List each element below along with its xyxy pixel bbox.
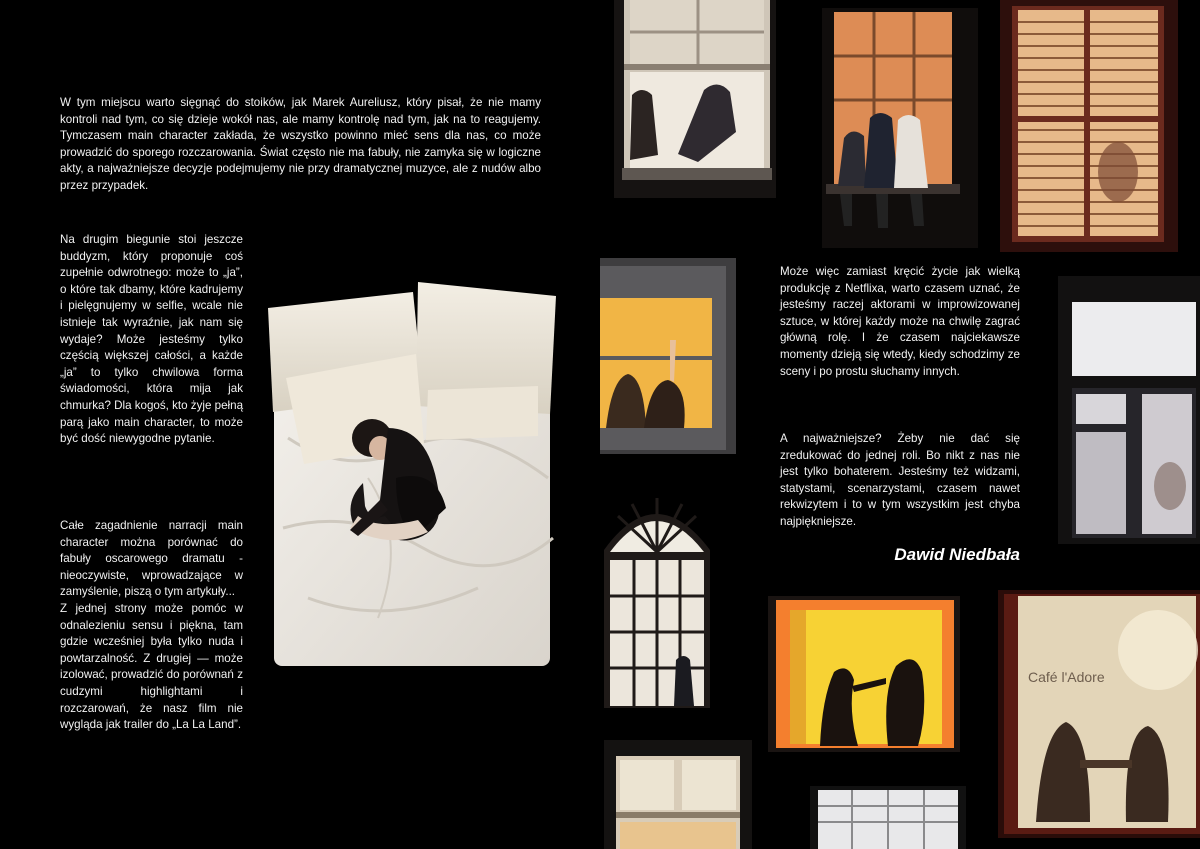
- woman-on-bed-photo: [268, 278, 563, 668]
- window-photo-arched: [598, 480, 716, 712]
- window-photo-blinds: [1000, 0, 1178, 252]
- paragraph-narration-b: Z jednej strony może pomóc w odnalezieniu sensu i piękna, tam gdzie wcześniej była tylko nuda i powtarzalność. Z drugiej — może izolować, prowadzić do porównań z cudzymi highlightami i rozczarowań, że nasz film nie wygląda jak trailer do „La La Land”.: [60, 601, 243, 732]
- window-photo-bottom-left: [604, 740, 752, 849]
- window-photo-cafe: [998, 590, 1200, 838]
- cafe-sign-text: Café l'Adore: [1028, 669, 1105, 685]
- window-photo-bottom-middle: [810, 786, 966, 849]
- paragraph-stoics: W tym miejscu warto sięgnąć do stoików, jak Marek Aureliusz, który pisał, że nie mamy kontroli nad tym, co się dzieje wokół nas, ale mamy kontrolę nad tym, jak na to reagujemy. Tymczasem main character zakłada, że wszystko powinno mieć sens dla nas, co może prowadzić do sporego rozczarowania. Świat często nie ma fabuły, nie zamyka się w logiczne akty, a najważniejsze decyzje podejmujemy nie przy dramatycznej muzyce, ale z nudów albo przez przypadek.: [60, 96, 541, 192]
- paragraph-improvisation: Może więc zamiast kręcić życie jak wielką produkcję z Netflixa, warto czasem uznać, że jesteśmy raczej aktorami w improwizowanej sztuce, w której każdy może na chwilę zagrać główną rolę. I że czasem najciekawsze momenty dzieją się wtedy, kiedy schodzimy ze sceny i po prostu słuchamy innych.: [780, 265, 1020, 378]
- window-photo-women-on-sill: [614, 0, 776, 198]
- window-photo-couple-yellow: [768, 596, 960, 752]
- paragraph-conclusion: A najważniejsze? Żeby nie dać się zredukować do jednej roli. Bo nikt z nas nie jest tylko bohaterem. Jesteśmy też widzami, statystami, scenarzystami, czasem nawet rekwizytem i to w tym wszystkim jest chyba najpiękniejsze.: [780, 432, 1020, 528]
- window-photo-foggy-glass: [1058, 276, 1200, 544]
- window-photo-men-on-sill: [822, 8, 978, 248]
- paragraph-narration: [60, 518, 243, 734]
- paragraph-narration-a: Całe zagadnienie narracji main character można porównać do fabuły oscarowego dramatu - nieoczywiste, wprowadzające w zamyślenie, piszą o tym artykuły...: [60, 519, 243, 599]
- author-signature: Dawid Niedbała: [894, 545, 1020, 564]
- paragraph-buddhism: Na drugim biegunie stoi jeszcze buddyzm, który proponuje coś zupełnie odwrotnego: może to „ja”, o które tak dbamy, które kadrujemy i pielęgnujemy w selfie, wcale nie istnieje tak wyraźnie, jak nam się wydaje? Może jesteśmy tylko częścią większej całości, a każde „ja” to tylko chwilowa forma świadomości, która mija jak chmurka? Dla kogoś, kto żyje pełną parą jako main character, to może być dość niewygodne pytanie.: [60, 233, 244, 446]
- window-photo-toasting-women: [600, 258, 736, 454]
